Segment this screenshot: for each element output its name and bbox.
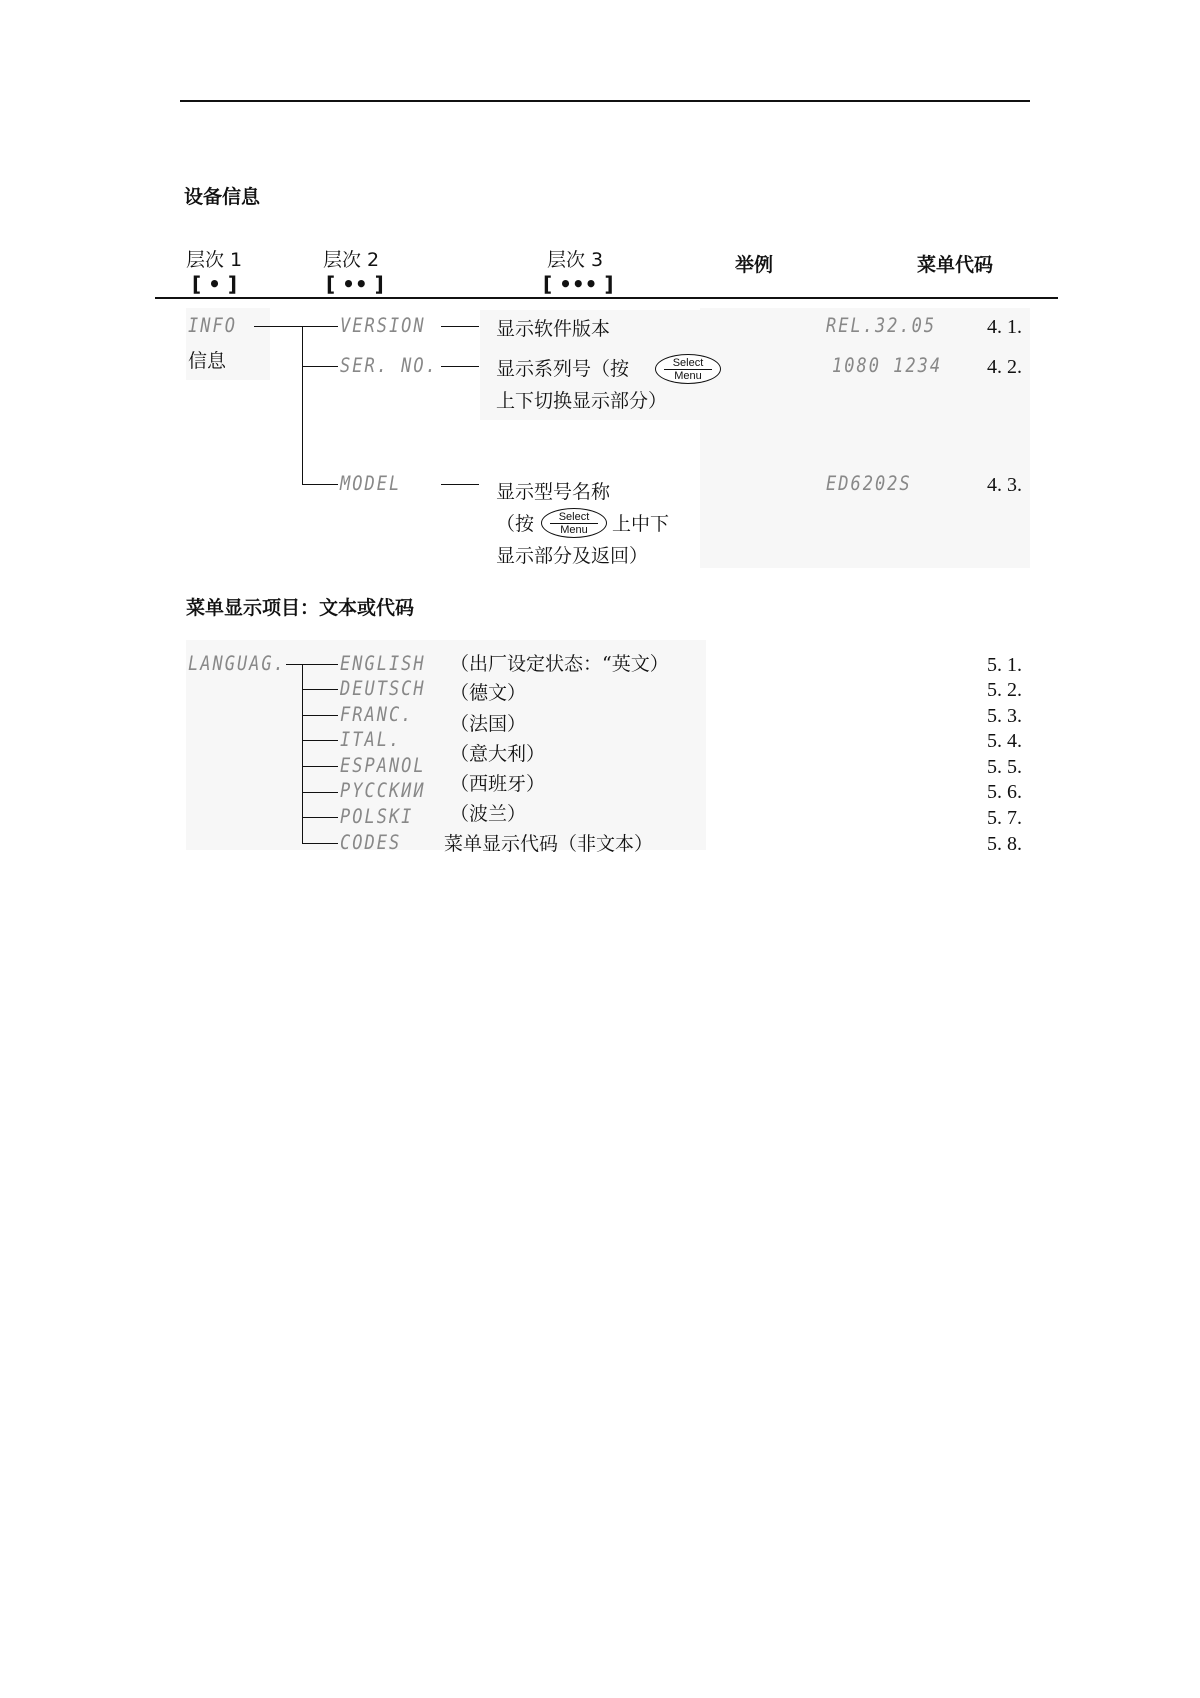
connector-model-h bbox=[302, 484, 338, 485]
lang-tick bbox=[302, 843, 338, 844]
lcd-info: INFO bbox=[188, 314, 237, 338]
col-level1: 层次 1 bbox=[186, 249, 243, 271]
section-title-menu-display: 菜单显示项目：文本或代码 bbox=[186, 597, 415, 619]
code-polski: 5. 7. bbox=[987, 807, 1022, 829]
lcd-ital: ITAL. bbox=[340, 728, 402, 752]
col-level2-mark: [ •• ] bbox=[326, 272, 384, 296]
dash-version bbox=[441, 326, 479, 327]
example-model: ED6202S bbox=[826, 472, 912, 496]
code-english: 5. 1. bbox=[987, 654, 1022, 676]
lang-tick bbox=[302, 740, 338, 741]
desc-franc: （法国） bbox=[450, 713, 527, 735]
connector-lang-h bbox=[286, 664, 338, 665]
desc-serial-post: 上下切换显示部分） bbox=[496, 390, 668, 412]
lang-tick bbox=[302, 817, 338, 818]
table-header-rule bbox=[155, 297, 1058, 299]
info-label: 信息 bbox=[188, 350, 227, 372]
example-version: REL.32.05 bbox=[826, 314, 937, 338]
desc-pycckii: （波兰） bbox=[450, 803, 527, 825]
lcd-franc: FRANC. bbox=[340, 703, 414, 727]
desc-model-post: 显示部分及返回） bbox=[496, 545, 649, 567]
lang-tick bbox=[302, 715, 338, 716]
code-deutsch: 5. 2. bbox=[987, 679, 1022, 701]
desc-english: （出厂设定状态：“英文） bbox=[450, 653, 669, 675]
select-menu-button[interactable]: Select Menu bbox=[655, 354, 721, 384]
lcd-language: LANGUAG. bbox=[188, 652, 286, 676]
lang-tick bbox=[302, 792, 338, 793]
col-level3-mark: [ ••• ] bbox=[543, 272, 614, 296]
code-ital: 5. 4. bbox=[987, 730, 1022, 752]
desc-codes: 菜单显示代码（非文本） bbox=[444, 833, 654, 855]
col-menu-code: 菜单代码 bbox=[917, 254, 994, 276]
dash-model bbox=[441, 484, 479, 485]
lcd-pycckii: PYCCKИИ bbox=[340, 779, 426, 803]
code-model: 4. 3. bbox=[987, 474, 1022, 496]
code-serial: 4. 2. bbox=[987, 356, 1022, 378]
desc-model-mid: 上中下 bbox=[612, 513, 670, 535]
desc-espanol: （西班牙） bbox=[450, 773, 546, 795]
lang-tick bbox=[302, 689, 338, 690]
col-level2: 层次 2 bbox=[323, 249, 380, 271]
lcd-polski: POLSKI bbox=[340, 805, 414, 829]
desc-serial-pre: 显示系列号（按 bbox=[496, 358, 630, 380]
col-example: 举例 bbox=[735, 254, 774, 276]
lcd-version: VERSION bbox=[340, 314, 426, 338]
col-level1-mark: [ • ] bbox=[192, 272, 237, 296]
connector-info-h bbox=[254, 326, 338, 327]
code-codes: 5. 8. bbox=[987, 833, 1022, 855]
desc-model-pre: （按 bbox=[496, 513, 535, 535]
desc-version: 显示软件版本 bbox=[496, 318, 611, 340]
connector-sern-h bbox=[302, 366, 338, 367]
lcd-espanol: ESPANOL bbox=[340, 754, 426, 778]
lcd-model: MODEL bbox=[340, 472, 402, 496]
section-title-device-info: 设备信息 bbox=[184, 186, 261, 208]
lcd-deutsch: DEUTSCH bbox=[340, 677, 426, 701]
code-espanol: 5. 5. bbox=[987, 756, 1022, 778]
example-serial: 1080 1234 bbox=[832, 354, 943, 378]
desc-deutsch: （德文） bbox=[450, 682, 527, 704]
header-rule bbox=[180, 100, 1030, 102]
lcd-serial: SER. NO. bbox=[340, 354, 438, 378]
code-version: 4. 1. bbox=[987, 316, 1022, 338]
code-franc: 5. 3. bbox=[987, 705, 1022, 727]
lang-tick bbox=[302, 766, 338, 767]
desc-model: 显示型号名称 bbox=[496, 481, 611, 503]
code-pycckii: 5. 6. bbox=[987, 781, 1022, 803]
dash-serial bbox=[441, 366, 479, 367]
connector-info-v bbox=[302, 326, 303, 484]
lcd-english: ENGLISH bbox=[340, 652, 426, 676]
col-level3: 层次 3 bbox=[547, 249, 604, 271]
lcd-codes: CODES bbox=[340, 831, 402, 855]
select-menu-button-2[interactable]: Select Menu bbox=[541, 508, 607, 538]
shade-examples bbox=[700, 308, 1030, 568]
desc-ital: （意大利） bbox=[450, 743, 546, 765]
